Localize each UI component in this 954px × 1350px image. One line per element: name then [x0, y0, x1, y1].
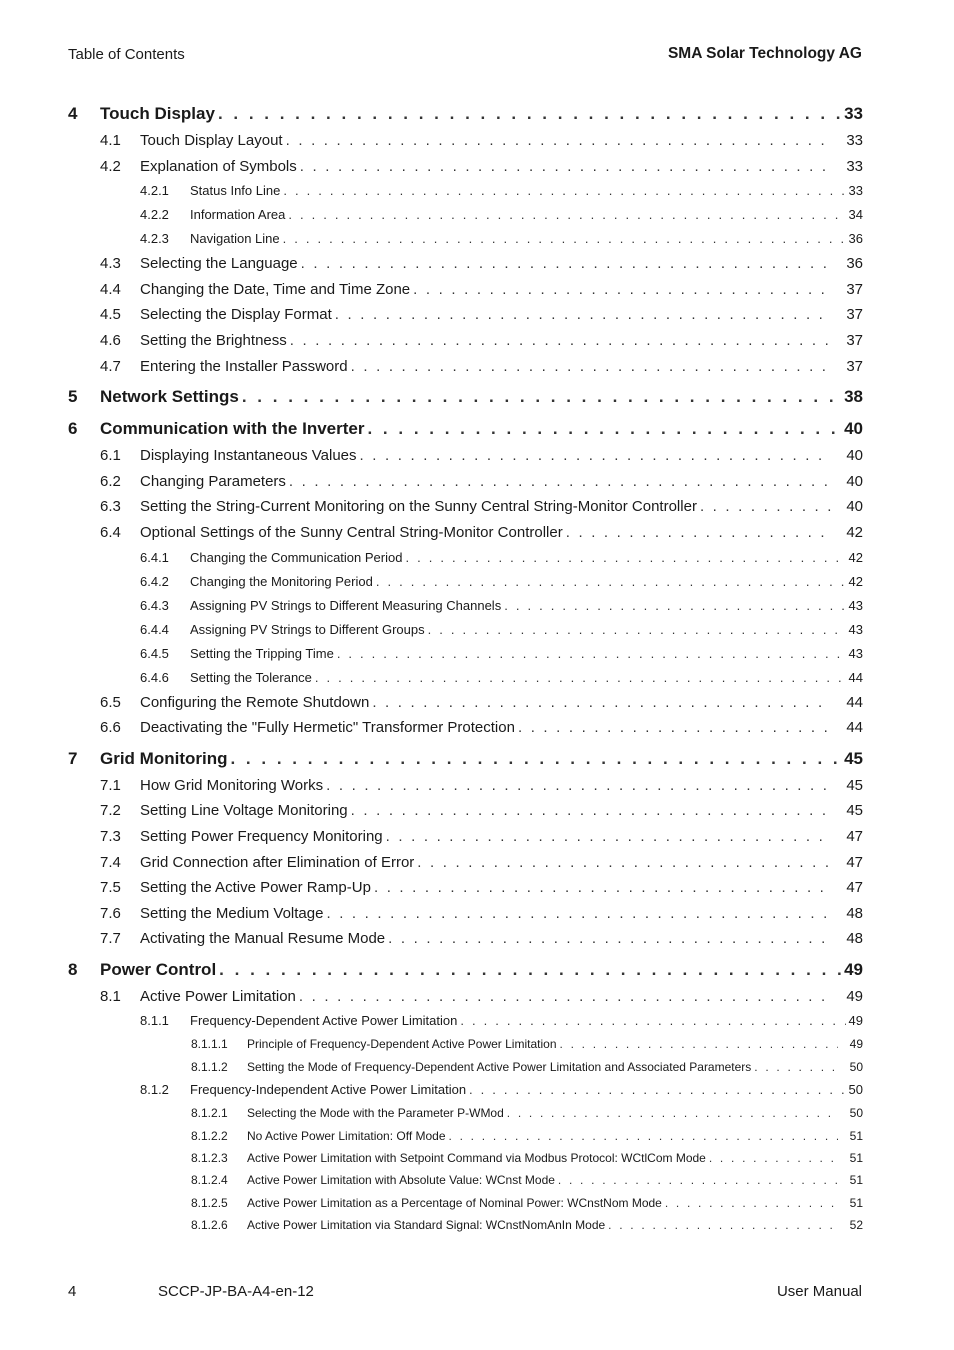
toc-entry-page: 42	[846, 523, 863, 541]
toc-entry[interactable]	[68, 828, 863, 854]
toc-dot-leader	[351, 358, 832, 375]
toc-entry-title: Touch Display Layout	[140, 132, 283, 149]
toc-dot-leader	[326, 777, 832, 794]
toc-entry[interactable]	[68, 988, 863, 1014]
toc-entry-number: 8.1.1	[140, 1013, 169, 1029]
footer-page-number: 4	[68, 1283, 77, 1300]
toc-entry-number: 4.7	[100, 357, 121, 375]
toc-entry-number: 8.1.2.6	[191, 1218, 228, 1233]
toc-entry[interactable]	[68, 960, 863, 988]
toc-entry-title: Assigning PV Strings to Different Measuring Channels	[190, 597, 502, 613]
toc-entry-page: 44	[846, 693, 863, 711]
toc-entry-page: 43	[848, 621, 863, 637]
footer-document-code: SCCP-JP-BA-A4-en-12	[158, 1283, 314, 1300]
toc-entry[interactable]	[68, 670, 863, 694]
toc-entry-number: 8.1.2.3	[191, 1151, 228, 1166]
toc-entry-title: Active Power Limitation with Setpoint Command via Modbus Protocol: WCtlCom Mode	[247, 1151, 706, 1166]
toc-entry[interactable]	[68, 1218, 863, 1240]
toc-entry-page: 50	[849, 1059, 863, 1074]
toc-entry-title: Power Control	[100, 959, 217, 979]
toc-entry[interactable]	[68, 1013, 863, 1037]
toc-dot-leader	[337, 646, 846, 661]
toc-entry[interactable]	[68, 879, 863, 905]
page-header	[68, 43, 862, 65]
toc-entry[interactable]	[68, 419, 863, 447]
toc-entry-page: 34	[848, 207, 863, 223]
toc-entry-number: 6	[68, 419, 78, 439]
toc-entry[interactable]	[68, 574, 863, 598]
toc-dot-leader	[608, 1218, 838, 1232]
toc-entry-page: 44	[848, 669, 863, 685]
toc-entry-title: Information Area	[190, 207, 286, 223]
toc-dot-leader	[388, 930, 832, 947]
toc-dot-leader	[754, 1060, 838, 1074]
toc-entry[interactable]	[68, 905, 863, 931]
toc-entry[interactable]	[68, 694, 863, 720]
toc-entry-page: 51	[849, 1173, 863, 1188]
toc-dot-leader	[428, 622, 846, 637]
toc-entry-number: 5	[68, 387, 78, 407]
toc-dot-leader	[469, 1082, 845, 1097]
toc-entry-title: Frequency-Independent Active Power Limitation	[190, 1082, 467, 1098]
toc-dot-leader	[460, 1013, 845, 1028]
toc-entry-number: 6.4.2	[140, 573, 169, 589]
table-of-contents	[68, 100, 863, 1241]
page-footer	[68, 1283, 862, 1305]
toc-dot-leader	[665, 1196, 838, 1210]
toc-entry-title: Setting the Tolerance	[190, 669, 312, 685]
toc-dot-leader	[219, 960, 841, 980]
toc-entry-number: 6.2	[100, 472, 121, 490]
toc-entry-page: 42	[848, 549, 863, 565]
toc-entry-title: Selecting the Mode with the Parameter P-WMod	[247, 1106, 504, 1121]
toc-entry[interactable]	[68, 1129, 863, 1151]
toc-entry[interactable]	[68, 132, 863, 158]
toc-dot-leader	[504, 598, 845, 613]
toc-entry-page: 33	[846, 157, 863, 175]
toc-entry-number: 6.4.3	[140, 597, 169, 613]
toc-entry-number: 8.1.2.1	[191, 1106, 228, 1121]
toc-dot-leader	[566, 524, 832, 541]
toc-entry[interactable]	[68, 158, 863, 184]
toc-entry-title: Selecting the Language	[140, 255, 298, 273]
toc-entry[interactable]	[68, 306, 863, 332]
toc-entry-title: Setting the Active Power Ramp-Up	[140, 879, 371, 897]
toc-entry-number: 6.5	[100, 693, 121, 711]
toc-entry[interactable]	[68, 854, 863, 880]
toc-entry-page: 38	[844, 387, 863, 407]
toc-entry[interactable]	[68, 1060, 863, 1082]
toc-entry-title: Deactivating the "Fully Hermetic" Transformer Protection	[140, 719, 515, 737]
toc-entry-page: 42	[848, 573, 863, 589]
toc-entry-number: 7.5	[100, 879, 121, 897]
toc-dot-leader	[518, 719, 832, 736]
toc-entry-page: 37	[846, 306, 863, 324]
toc-entry-page: 36	[848, 231, 863, 247]
footer-document-type: User Manual	[776, 1283, 862, 1300]
toc-entry-title: Setting the Brightness	[140, 331, 287, 349]
toc-entry-page: 37	[846, 280, 863, 298]
toc-entry-page: 51	[849, 1151, 863, 1166]
toc-dot-leader	[700, 498, 832, 515]
toc-entry[interactable]	[68, 207, 863, 231]
toc-dot-leader	[299, 988, 832, 1005]
toc-entry[interactable]	[68, 387, 863, 415]
toc-dot-leader	[367, 419, 841, 439]
toc-dot-leader	[360, 447, 832, 464]
header-company-name: SMA Solar Technology AG	[667, 45, 862, 62]
toc-entry-title: Setting Power Frequency Monitoring	[140, 827, 383, 845]
toc-entry-number: 6.4	[100, 523, 121, 541]
toc-entry[interactable]	[68, 524, 863, 550]
toc-entry-title: Changing the Date, Time and Time Zone	[140, 280, 411, 298]
toc-dot-leader	[709, 1151, 838, 1165]
toc-dot-leader	[374, 879, 832, 896]
toc-entry[interactable]	[68, 498, 863, 524]
toc-dot-leader	[230, 749, 841, 769]
toc-entry-number: 4.2	[100, 157, 121, 175]
toc-entry-page: 47	[846, 853, 863, 871]
toc-entry-number: 4.2.2	[140, 207, 169, 223]
toc-dot-leader	[417, 854, 832, 871]
toc-dot-leader	[290, 332, 832, 349]
toc-entry-title: Selecting the Display Format	[140, 306, 332, 324]
toc-entry-number: 4.4	[100, 280, 121, 298]
toc-entry-page: 49	[846, 987, 863, 1005]
toc-entry-title: Changing the Communication Period	[190, 549, 403, 565]
toc-entry-title: Explanation of Symbols	[140, 157, 297, 175]
toc-entry-title: Configuring the Remote Shutdown	[140, 693, 370, 711]
toc-entry-page: 43	[848, 645, 863, 661]
toc-entry-number: 4	[68, 104, 78, 123]
toc-dot-leader	[560, 1037, 839, 1051]
toc-entry-page: 45	[846, 802, 863, 820]
toc-entry-number: 7.1	[100, 776, 121, 794]
toc-entry[interactable]	[68, 1106, 863, 1128]
toc-entry-title: How Grid Monitoring Works	[140, 776, 324, 794]
toc-entry-number: 8.1	[100, 987, 121, 1005]
toc-entry-title: Network Settings	[100, 387, 239, 407]
toc-dot-leader	[351, 802, 832, 819]
toc-entry-title: Active Power Limitation with Absolute Value: WCnst Mode	[247, 1173, 555, 1188]
toc-entry-page: 48	[846, 930, 863, 948]
toc-entry-page: 51	[849, 1128, 863, 1143]
toc-entry-title: Changing the Monitoring Period	[190, 573, 373, 589]
toc-entry-page: 43	[848, 597, 863, 613]
toc-entry-number: 4.1	[100, 132, 121, 149]
toc-entry-number: 7.2	[100, 802, 121, 820]
toc-entry-title: No Active Power Limitation: Off Mode	[247, 1128, 446, 1143]
toc-entry[interactable]	[68, 622, 863, 646]
toc-entry[interactable]	[68, 646, 863, 670]
toc-entry[interactable]	[68, 255, 863, 281]
toc-entry-page: 49	[849, 1037, 863, 1052]
toc-entry[interactable]	[68, 447, 863, 473]
toc-dot-leader	[288, 207, 845, 222]
toc-entry-page: 50	[848, 1082, 863, 1098]
toc-dot-leader	[558, 1173, 838, 1187]
toc-dot-leader	[283, 231, 846, 246]
toc-entry-title: Setting the Tripping Time	[190, 645, 334, 661]
toc-entry-number: 8.1.1.1	[191, 1037, 228, 1052]
toc-entry-page: 47	[846, 827, 863, 845]
toc-entry-page: 40	[846, 472, 863, 490]
toc-entry[interactable]	[68, 930, 863, 956]
toc-entry-page: 45	[844, 748, 863, 768]
toc-entry-title: Entering the Installer Password	[140, 357, 348, 375]
toc-entry[interactable]	[68, 777, 863, 803]
toc-entry-title: Assigning PV Strings to Different Groups	[190, 621, 425, 637]
toc-entry-title: Navigation Line	[190, 231, 280, 247]
toc-entry-page: 33	[844, 104, 863, 123]
toc-entry-number: 8.1.2.4	[191, 1173, 228, 1188]
toc-entry[interactable]	[68, 358, 863, 384]
toc-entry-page: 37	[846, 357, 863, 375]
toc-entry[interactable]	[68, 473, 863, 499]
toc-entry-page: 50	[849, 1106, 863, 1121]
toc-entry-page: 52	[849, 1218, 863, 1233]
toc-entry-title: Setting the Mode of Frequency-Dependent Active Power Limitation and Associated Parameters	[247, 1059, 752, 1074]
toc-entry-number: 4.2.1	[140, 183, 169, 199]
toc-entry[interactable]	[68, 231, 863, 255]
toc-entry-page: 49	[844, 959, 863, 979]
toc-entry-title: Activating the Manual Resume Mode	[140, 930, 386, 948]
toc-dot-leader	[326, 905, 832, 922]
toc-entry-page: 49	[848, 1013, 863, 1029]
toc-entry-title: Active Power Limitation	[140, 987, 296, 1005]
toc-entry-title: Communication with the Inverter	[100, 419, 365, 439]
header-section-title: Table of Contents	[68, 45, 185, 63]
toc-dot-leader	[405, 550, 845, 565]
toc-entry[interactable]	[68, 1037, 863, 1059]
toc-dot-leader	[286, 132, 832, 149]
toc-entry-number: 8.1.2.2	[191, 1128, 228, 1143]
toc-entry-title: Setting Line Voltage Monitoring	[140, 802, 348, 820]
toc-entry-title: Touch Display	[100, 104, 215, 123]
toc-entry-title: Displaying Instantaneous Values	[140, 447, 357, 465]
toc-entry-title: Setting the Medium Voltage	[140, 904, 324, 922]
toc-dot-leader	[289, 473, 832, 490]
toc-dot-leader	[413, 281, 832, 298]
toc-entry-title: Grid Monitoring	[100, 748, 228, 768]
toc-entry[interactable]	[68, 719, 863, 745]
toc-entry-title: Grid Connection after Elimination of Error	[140, 853, 415, 871]
toc-entry-number: 8.1.2.5	[191, 1195, 228, 1210]
toc-entry-number: 7.3	[100, 827, 121, 845]
toc-entry-page: 33	[846, 132, 863, 149]
toc-dot-leader	[449, 1129, 838, 1143]
toc-entry-title: Active Power Limitation as a Percentage of Nominal Power: WCnstNom Mode	[247, 1195, 662, 1210]
toc-entry-number: 6.4.5	[140, 645, 169, 661]
toc-entry-number: 4.2.3	[140, 231, 169, 247]
toc-entry[interactable]	[68, 1082, 863, 1106]
toc-entry[interactable]	[68, 749, 863, 777]
toc-entry-page: 36	[846, 255, 863, 273]
toc-entry[interactable]	[68, 104, 863, 132]
toc-entry-number: 7	[68, 748, 78, 768]
toc-entry-title: Principle of Frequency-Dependent Active Power Limitation	[247, 1037, 557, 1052]
toc-entry[interactable]	[68, 598, 863, 622]
toc-dot-leader	[300, 158, 832, 175]
toc-dot-leader	[386, 828, 832, 845]
toc-entry-title: Active Power Limitation via Standard Signal: WCnstNomAnIn Mode	[247, 1218, 606, 1233]
toc-dot-leader	[218, 104, 841, 124]
toc-entry-number: 7.6	[100, 904, 121, 922]
toc-entry-page: 37	[846, 331, 863, 349]
toc-entry[interactable]	[68, 802, 863, 828]
toc-entry-page: 44	[846, 719, 863, 737]
toc-entry-page: 51	[849, 1195, 863, 1210]
toc-entry-page: 33	[848, 183, 863, 199]
toc-entry-title: Status Info Line	[190, 183, 281, 199]
toc-entry-number: 6.4.4	[140, 621, 169, 637]
toc-dot-leader	[242, 387, 841, 407]
toc-entry-page: 40	[846, 498, 863, 516]
toc-entry-number: 8.1.2	[140, 1082, 169, 1098]
toc-entry-title: Optional Settings of the Sunny Central String-Monitor Controller	[140, 523, 563, 541]
toc-dot-leader	[335, 306, 832, 323]
toc-dot-leader	[315, 670, 846, 685]
toc-dot-leader	[283, 183, 845, 198]
toc-entry-number: 6.6	[100, 719, 121, 737]
toc-entry-number: 4.6	[100, 331, 121, 349]
toc-entry[interactable]	[68, 281, 863, 307]
toc-entry-page: 45	[846, 776, 863, 794]
toc-entry[interactable]	[68, 550, 863, 574]
toc-entry[interactable]	[68, 1196, 863, 1218]
toc-entry-page: 47	[846, 879, 863, 897]
toc-entry-page: 48	[846, 904, 863, 922]
toc-entry-number: 4.3	[100, 255, 121, 273]
toc-entry-number: 7.4	[100, 853, 121, 871]
toc-entry[interactable]	[68, 1173, 863, 1195]
toc-entry-number: 8	[68, 959, 78, 979]
toc-entry-number: 6.4.6	[140, 669, 169, 685]
toc-dot-leader	[301, 255, 832, 272]
toc-entry-number: 6.4.1	[140, 549, 169, 565]
toc-entry-title: Frequency-Dependent Active Power Limitation	[190, 1013, 458, 1029]
toc-entry-page: 40	[844, 419, 863, 439]
toc-entry[interactable]	[68, 183, 863, 207]
toc-entry[interactable]	[68, 332, 863, 358]
toc-dot-leader	[372, 694, 832, 711]
toc-entry-number: 6.1	[100, 447, 121, 465]
toc-entry-number: 7.7	[100, 930, 121, 948]
toc-entry-title: Setting the String-Current Monitoring on the Sunny Central String-Monitor Controller	[140, 498, 697, 516]
toc-entry-number: 4.5	[100, 306, 121, 324]
toc-dot-leader	[376, 574, 846, 589]
toc-entry-number: 6.3	[100, 498, 121, 516]
toc-dot-leader	[507, 1106, 838, 1120]
toc-entry-number: 8.1.1.2	[191, 1059, 228, 1074]
toc-entry-title: Changing Parameters	[140, 472, 286, 490]
toc-entry-page: 40	[846, 447, 863, 465]
toc-entry[interactable]	[68, 1151, 863, 1173]
